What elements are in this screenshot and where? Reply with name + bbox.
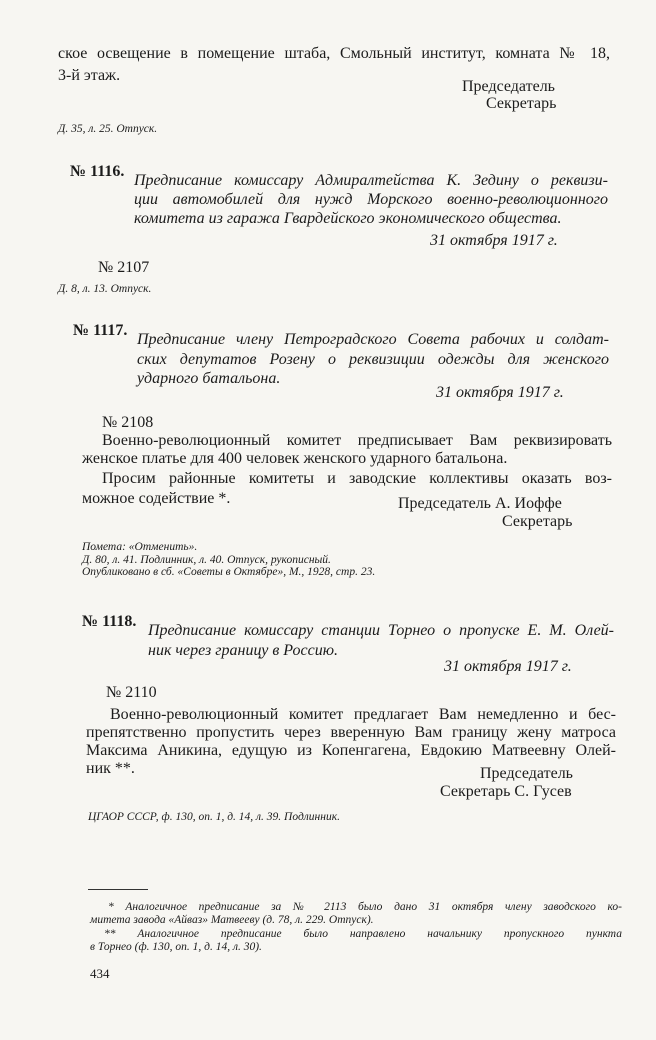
signature-secretary: Секретарь	[502, 513, 573, 530]
signature-chairman: Председатель	[462, 78, 555, 95]
archive-reference: Д. 35, л. 25. Отпуск.	[58, 123, 158, 135]
body-text-line: препятственно пропустить через вверенную Вам границу жену матроса	[86, 724, 616, 741]
document-title-line: ударного батальона.	[137, 370, 281, 387]
signature-secretary: Секретарь	[486, 95, 557, 112]
document-title-line: ции автомобилей для нужд Морского военно-революционного	[134, 191, 608, 208]
footnote-line: ** Аналогичное предписание было направлено начальнику пропускного пункта	[104, 928, 622, 940]
document-title-line: Предписание комиссару станции Торнео о пропуске Е. М. Олей-	[148, 622, 614, 639]
continued-text-line: ское освещение в помещение штаба, Смольный институт, комната № 18,	[58, 45, 610, 62]
body-text-line: женское платье для 400 человек женского ударного батальона.	[82, 450, 508, 467]
body-text-line: ник **.	[86, 760, 135, 777]
body-text-line: можное содействие *.	[82, 490, 231, 507]
archive-reference: Д. 8, л. 13. Отпуск.	[58, 283, 152, 295]
signature-chairman: Председатель А. Иоффе	[398, 495, 562, 512]
footnote-divider	[88, 889, 148, 890]
document-title-line: ских депутатов Розену о реквизиции одежды для женского	[137, 351, 609, 368]
page-number: 434	[90, 966, 110, 981]
document-title-line: ник через границу в Россию.	[148, 642, 338, 659]
publication-reference: Опубликовано в сб. «Советы в Октябре», М., 1928, стр. 23.	[82, 566, 376, 578]
body-text-line: Военно-революционный комитет предписывает Вам реквизировать	[102, 432, 612, 449]
document-title-line: Предписание члену Петроградского Совета рабочих и солдат-	[137, 331, 609, 348]
document-title-line: Предписание комиссару Адмиралтейства К. Зедину о реквизи-	[134, 172, 608, 189]
archive-reference: Д. 80, л. 41. Подлинник, л. 40. Отпуск, рукописный.	[82, 554, 331, 566]
document-number: № 1117.	[73, 322, 128, 339]
body-text-line: Военно-революционный комитет предлагает Вам немедленно и бес-	[110, 706, 616, 723]
footnote-line: в Торнео (ф. 130, оп. 1, д. 14, л. 30).	[90, 941, 262, 953]
mark-text: Помета: «Отменить».	[82, 541, 198, 553]
document-title-line: комитета из гаража Гвардейского экономического общества.	[134, 210, 562, 227]
document-date: 31 октября 1917 г.	[430, 232, 558, 249]
archive-reference: ЦГАОР СССР, ф. 130, оп. 1, д. 14, л. 39. Подлинник.	[88, 811, 340, 823]
document-date: 31 октября 1917 г.	[436, 384, 564, 401]
document-date: 31 октября 1917 г.	[444, 658, 572, 675]
document-mark	[82, 540, 197, 554]
signature-secretary: Секретарь С. Гусев	[440, 783, 572, 800]
document-number: № 1116.	[70, 163, 125, 180]
outgoing-number: № 2110	[106, 684, 157, 701]
body-text-line: Просим районные комитеты и заводские коллективы оказать воз-	[102, 470, 612, 487]
footnote-line: * Аналогичное предписание за № 2113 было дано 31 октября члену заводского ко-	[108, 901, 622, 913]
signature-chairman: Председатель	[480, 765, 573, 782]
document-number: № 1118.	[82, 613, 137, 630]
outgoing-number: № 2108	[102, 414, 154, 431]
continued-text-line: 3-й этаж.	[58, 67, 121, 84]
body-text-line: Максима Аникина, едущую из Копенгагена, Евдокию Матвеевну Олей-	[86, 742, 616, 759]
footnote-line: митета завода «Айваз» Матвееву (д. 78, л. 229. Отпуск).	[90, 914, 374, 926]
outgoing-number: № 2107	[98, 259, 150, 276]
